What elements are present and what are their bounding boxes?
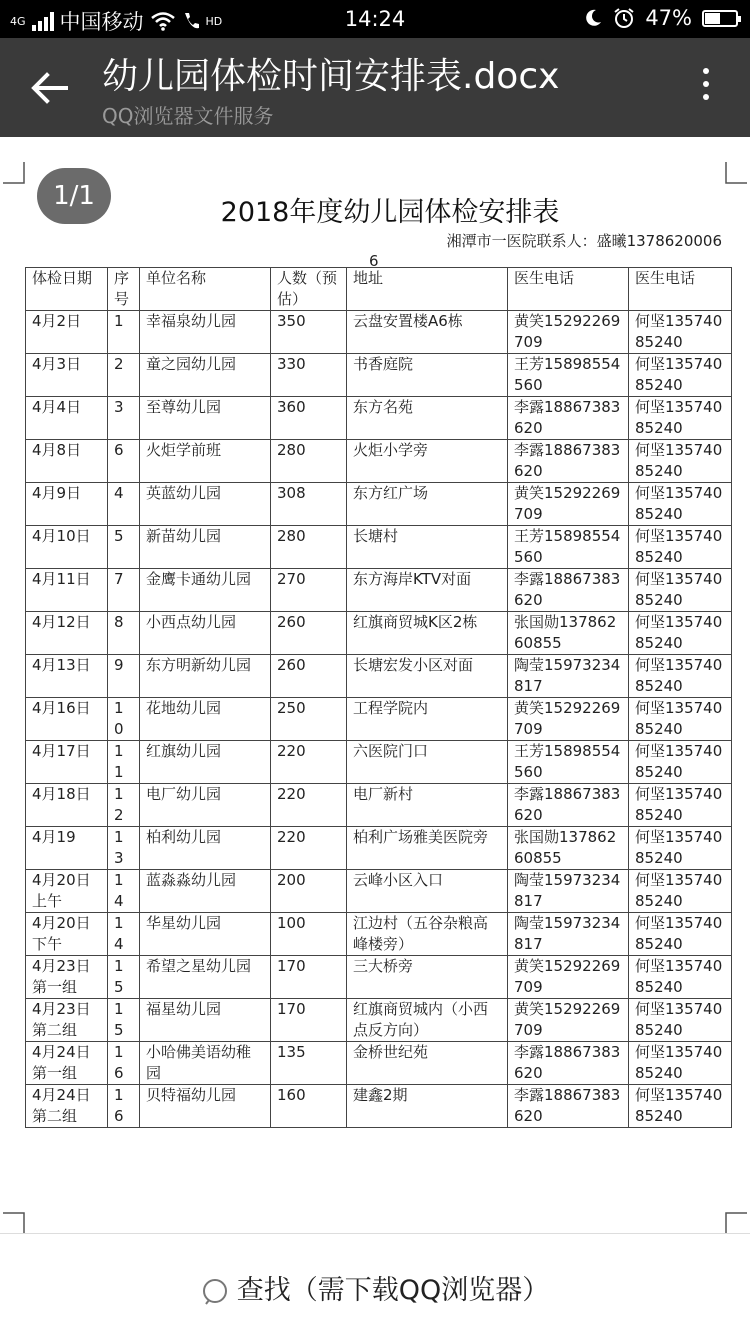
cell-index: 3 bbox=[108, 397, 140, 440]
table-row bbox=[26, 655, 732, 698]
cell-count: 250 bbox=[271, 698, 347, 741]
table-row bbox=[26, 741, 732, 784]
cell-unit: 花地幼儿园 bbox=[140, 698, 271, 741]
cell-doctor-phone-2: 何坚13574085240 bbox=[629, 526, 732, 569]
cell-address: 东方名苑 bbox=[347, 397, 508, 440]
cell-index: 14 bbox=[108, 913, 140, 956]
cell-doctor-phone-1: 王芳15898554560 bbox=[508, 526, 629, 569]
col-header-doctor-phone-1: 医生电话 bbox=[508, 268, 629, 311]
cell-index: 16 bbox=[108, 1085, 140, 1128]
cell-doctor-phone-1: 张国勋13786260855 bbox=[508, 827, 629, 870]
cell-doctor-phone-2: 何坚13574085240 bbox=[629, 354, 732, 397]
cell-doctor-phone-2: 何坚13574085240 bbox=[629, 698, 732, 741]
table-row bbox=[26, 784, 732, 827]
cell-doctor-phone-2: 何坚13574085240 bbox=[629, 655, 732, 698]
cell-count: 170 bbox=[271, 956, 347, 999]
cell-doctor-phone-1: 王芳15898554560 bbox=[508, 354, 629, 397]
table-row bbox=[26, 870, 732, 913]
cell-date: 4月20日上午 bbox=[26, 870, 108, 913]
cell-count: 220 bbox=[271, 827, 347, 870]
bottom-bar bbox=[0, 1233, 750, 1334]
cell-address: 火炬小学旁 bbox=[347, 440, 508, 483]
cell-doctor-phone-2: 何坚13574085240 bbox=[629, 870, 732, 913]
cell-doctor-phone-2: 何坚13574085240 bbox=[629, 999, 732, 1042]
table-row bbox=[26, 526, 732, 569]
cell-doctor-phone-1: 张国勋13786260855 bbox=[508, 612, 629, 655]
find-button[interactable] bbox=[0, 1268, 750, 1307]
cell-count: 260 bbox=[271, 612, 347, 655]
cell-address: 柏利广场雅美医院旁 bbox=[347, 827, 508, 870]
cell-count: 220 bbox=[271, 784, 347, 827]
table-row bbox=[26, 956, 732, 999]
cell-index: 6 bbox=[108, 440, 140, 483]
cell-address: 长塘宏发小区对面 bbox=[347, 655, 508, 698]
cell-unit: 至尊幼儿园 bbox=[140, 397, 271, 440]
cell-index: 10 bbox=[108, 698, 140, 741]
cell-count: 160 bbox=[271, 1085, 347, 1128]
cell-doctor-phone-1: 陶莹15973234817 bbox=[508, 913, 629, 956]
cell-doctor-phone-2: 何坚13574085240 bbox=[629, 1085, 732, 1128]
cell-index: 13 bbox=[108, 827, 140, 870]
table-row bbox=[26, 440, 732, 483]
cell-count: 330 bbox=[271, 354, 347, 397]
cell-unit: 火炬学前班 bbox=[140, 440, 271, 483]
cell-index: 2 bbox=[108, 354, 140, 397]
moon-icon bbox=[583, 8, 603, 28]
cell-unit: 东方明新幼儿园 bbox=[140, 655, 271, 698]
more-vertical-icon[interactable] bbox=[700, 68, 712, 108]
cell-count: 100 bbox=[271, 913, 347, 956]
status-right bbox=[583, 6, 738, 30]
cell-date: 4月9日 bbox=[26, 483, 108, 526]
col-header-count: 人数（预估） bbox=[271, 268, 347, 311]
cell-unit: 新苗幼儿园 bbox=[140, 526, 271, 569]
table-row bbox=[26, 698, 732, 741]
cell-index: 11 bbox=[108, 741, 140, 784]
cell-doctor-phone-1: 黄笑15292269709 bbox=[508, 698, 629, 741]
page-corner-bottom-right bbox=[725, 1212, 747, 1234]
hd-label: HD bbox=[205, 14, 223, 28]
cell-index: 14 bbox=[108, 870, 140, 913]
cell-doctor-phone-1: 李露18867383620 bbox=[508, 784, 629, 827]
cell-doctor-phone-2: 何坚13574085240 bbox=[629, 569, 732, 612]
cell-index: 5 bbox=[108, 526, 140, 569]
table-row bbox=[26, 1085, 732, 1128]
page-indicator[interactable]: 1/1 bbox=[37, 168, 111, 224]
cell-doctor-phone-2: 何坚13574085240 bbox=[629, 397, 732, 440]
battery-icon bbox=[702, 10, 738, 27]
cell-address: 长塘村 bbox=[347, 526, 508, 569]
cell-doctor-phone-2: 何坚13574085240 bbox=[629, 784, 732, 827]
cell-unit: 电厂幼儿园 bbox=[140, 784, 271, 827]
table-row bbox=[26, 354, 732, 397]
cell-doctor-phone-1: 李露18867383620 bbox=[508, 1085, 629, 1128]
cell-index: 8 bbox=[108, 612, 140, 655]
cell-doctor-phone-2: 何坚13574085240 bbox=[629, 827, 732, 870]
schedule-table bbox=[25, 267, 732, 1128]
search-icon bbox=[201, 1277, 231, 1307]
cell-count: 280 bbox=[271, 526, 347, 569]
cell-unit: 小西点幼儿园 bbox=[140, 612, 271, 655]
cell-doctor-phone-1: 李露18867383620 bbox=[508, 397, 629, 440]
cell-date: 4月3日 bbox=[26, 354, 108, 397]
cell-doctor-phone-1: 陶莹15973234817 bbox=[508, 870, 629, 913]
page-corner-top-right bbox=[725, 162, 747, 184]
cell-index: 12 bbox=[108, 784, 140, 827]
cell-doctor-phone-1: 李露18867383620 bbox=[508, 1042, 629, 1085]
cell-date: 4月12日 bbox=[26, 612, 108, 655]
col-header-address: 地址 bbox=[347, 268, 508, 311]
cell-count: 135 bbox=[271, 1042, 347, 1085]
cell-date: 4月23日第二组 bbox=[26, 999, 108, 1042]
cell-doctor-phone-1: 黄笑15292269709 bbox=[508, 311, 629, 354]
table-row bbox=[26, 612, 732, 655]
cell-count: 280 bbox=[271, 440, 347, 483]
cell-count: 260 bbox=[271, 655, 347, 698]
cell-date: 4月10日 bbox=[26, 526, 108, 569]
battery-percent: 47% bbox=[645, 6, 692, 30]
contact-line-tail: 6 bbox=[369, 252, 379, 270]
network-type: 4G bbox=[10, 14, 26, 28]
file-title: 幼儿园体检时间安排表.docx bbox=[102, 56, 560, 97]
cell-address: 东方海岸KTV对面 bbox=[347, 569, 508, 612]
cell-index: 4 bbox=[108, 483, 140, 526]
cell-index: 15 bbox=[108, 999, 140, 1042]
cell-doctor-phone-1: 李露18867383620 bbox=[508, 569, 629, 612]
cell-doctor-phone-2: 何坚13574085240 bbox=[629, 1042, 732, 1085]
clock: 14:24 bbox=[344, 7, 406, 31]
cell-address: 建鑫2期 bbox=[347, 1085, 508, 1128]
cell-count: 270 bbox=[271, 569, 347, 612]
cell-date: 4月11日 bbox=[26, 569, 108, 612]
cell-address: 三大桥旁 bbox=[347, 956, 508, 999]
cell-address: 书香庭院 bbox=[347, 354, 508, 397]
cell-date: 4月8日 bbox=[26, 440, 108, 483]
cell-count: 350 bbox=[271, 311, 347, 354]
cell-doctor-phone-1: 黄笑15292269709 bbox=[508, 956, 629, 999]
cell-index: 1 bbox=[108, 311, 140, 354]
app-header bbox=[0, 38, 750, 137]
table-row bbox=[26, 569, 732, 612]
cell-date: 4月4日 bbox=[26, 397, 108, 440]
cell-doctor-phone-1: 黄笑15292269709 bbox=[508, 999, 629, 1042]
cell-unit: 希望之星幼儿园 bbox=[140, 956, 271, 999]
cell-unit: 英蓝幼儿园 bbox=[140, 483, 271, 526]
contact-line: 湘潭市一医院联系人：盛曦1378620006 bbox=[446, 232, 722, 250]
cell-unit: 贝特福幼儿园 bbox=[140, 1085, 271, 1128]
cell-count: 170 bbox=[271, 999, 347, 1042]
cell-address: 红旗商贸城内（小西点反方向） bbox=[347, 999, 508, 1042]
cell-date: 4月23日第一组 bbox=[26, 956, 108, 999]
cell-address: 江边村（五谷杂粮高峰楼旁） bbox=[347, 913, 508, 956]
table-row bbox=[26, 1042, 732, 1085]
cell-doctor-phone-1: 陶莹15973234817 bbox=[508, 655, 629, 698]
carrier-name: 中国移动 bbox=[59, 10, 144, 34]
cell-index: 7 bbox=[108, 569, 140, 612]
cell-index: 16 bbox=[108, 1042, 140, 1085]
table-row bbox=[26, 999, 732, 1042]
page-corner-bottom-left bbox=[3, 1212, 25, 1234]
cell-unit: 金鹰卡通幼儿园 bbox=[140, 569, 271, 612]
col-header-unit: 单位名称 bbox=[140, 268, 271, 311]
cell-date: 4月20日下午 bbox=[26, 913, 108, 956]
status-bar bbox=[0, 0, 750, 38]
cell-doctor-phone-2: 何坚13574085240 bbox=[629, 440, 732, 483]
col-header-doctor-phone-2: 医生电话 bbox=[629, 268, 732, 311]
cell-unit: 小哈佛美语幼稚园 bbox=[140, 1042, 271, 1085]
cell-address: 金桥世纪苑 bbox=[347, 1042, 508, 1085]
cell-doctor-phone-2: 何坚13574085240 bbox=[629, 311, 732, 354]
cell-doctor-phone-1: 王芳15898554 560 bbox=[508, 741, 629, 784]
cell-count: 360 bbox=[271, 397, 347, 440]
cell-date: 4月24日第二组 bbox=[26, 1085, 108, 1128]
cell-unit: 蓝淼淼幼儿园 bbox=[140, 870, 271, 913]
page-corner-top-left bbox=[3, 162, 25, 184]
document-title: 2018年度幼儿园体检安排表 bbox=[220, 197, 560, 228]
cell-unit: 柏利幼儿园 bbox=[140, 827, 271, 870]
cell-doctor-phone-2: 何坚13574085240 bbox=[629, 956, 732, 999]
cell-address: 云峰小区入口 bbox=[347, 870, 508, 913]
cell-date: 4月18日 bbox=[26, 784, 108, 827]
table-row bbox=[26, 913, 732, 956]
cell-count: 220 bbox=[271, 741, 347, 784]
cell-address: 云盘安置楼A6栋 bbox=[347, 311, 508, 354]
cell-doctor-phone-1: 黄笑15292269709 bbox=[508, 483, 629, 526]
table-row bbox=[26, 827, 732, 870]
cell-doctor-phone-2: 何坚13574085240 bbox=[629, 913, 732, 956]
cell-doctor-phone-2: 何坚13574085240 bbox=[629, 741, 732, 784]
cell-address: 工程学院内 bbox=[347, 698, 508, 741]
cell-date: 4月16日 bbox=[26, 698, 108, 741]
cell-address: 六医院门口 bbox=[347, 741, 508, 784]
cell-date: 4月2日 bbox=[26, 311, 108, 354]
cell-unit: 福星幼儿园 bbox=[140, 999, 271, 1042]
col-header-date: 体检日期 bbox=[26, 268, 108, 311]
cell-unit: 幸福泉幼儿园 bbox=[140, 311, 271, 354]
cell-address: 电厂新村 bbox=[347, 784, 508, 827]
cell-date: 4月17日 bbox=[26, 741, 108, 784]
cell-date: 4月13日 bbox=[26, 655, 108, 698]
table-row bbox=[26, 397, 732, 440]
cell-index: 9 bbox=[108, 655, 140, 698]
cell-unit: 红旗幼儿园 bbox=[140, 741, 271, 784]
find-label: 查找（需下载QQ浏览器） bbox=[236, 1275, 550, 1306]
col-header-index: 序号 bbox=[108, 268, 140, 311]
cell-address: 红旗商贸城K区2栋 bbox=[347, 612, 508, 655]
table-row bbox=[26, 311, 732, 354]
cell-count: 308 bbox=[271, 483, 347, 526]
table-row bbox=[26, 483, 732, 526]
cell-date: 4月24日第一组 bbox=[26, 1042, 108, 1085]
file-service-subtitle: QQ浏览器文件服务 bbox=[102, 104, 274, 128]
cell-unit: 华星幼儿园 bbox=[140, 913, 271, 956]
cell-index: 15 bbox=[108, 956, 140, 999]
cell-doctor-phone-2: 何坚13574085240 bbox=[629, 612, 732, 655]
alarm-icon bbox=[613, 7, 635, 29]
cell-address: 东方红广场 bbox=[347, 483, 508, 526]
back-arrow-icon[interactable] bbox=[30, 68, 70, 108]
table-header-row bbox=[26, 268, 732, 311]
cell-doctor-phone-2: 何坚13574085240 bbox=[629, 483, 732, 526]
cell-doctor-phone-1: 李露18867383620 bbox=[508, 440, 629, 483]
cell-date: 4月19 bbox=[26, 827, 108, 870]
cell-unit: 童之园幼儿园 bbox=[140, 354, 271, 397]
cell-count: 200 bbox=[271, 870, 347, 913]
